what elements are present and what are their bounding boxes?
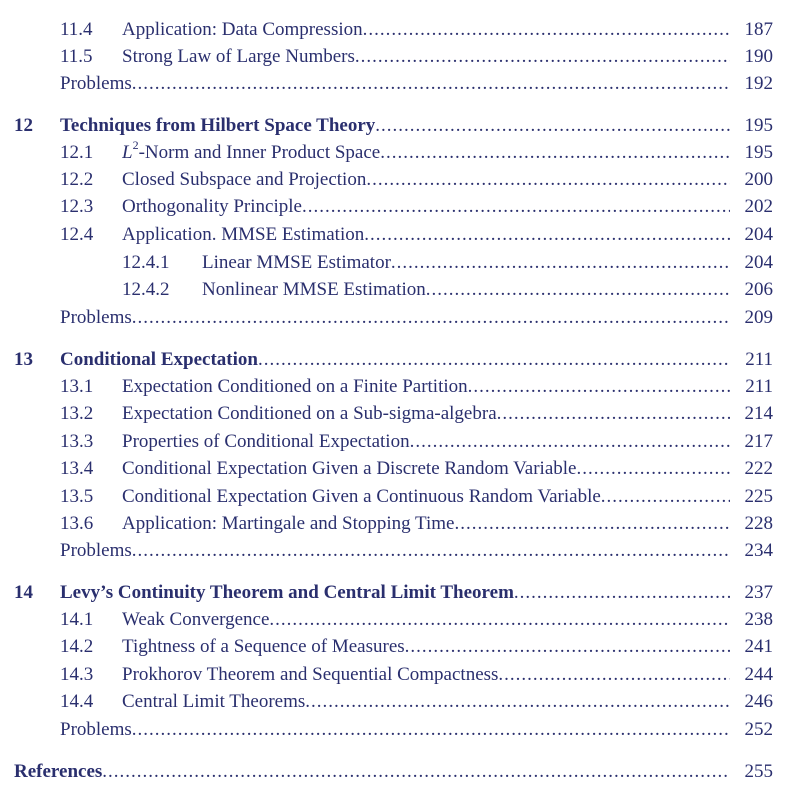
toc-chapter[interactable] [0,579,800,606]
page-number: 222 [744,458,773,479]
page-number: 246 [744,691,773,712]
page-number: 211 [745,376,773,397]
toc-entry[interactable] [0,304,800,331]
section-title: Prokhorov Theorem and Sequential Compactness [122,664,499,685]
page-number: 228 [744,513,773,534]
toc-entry[interactable] [0,43,800,70]
dot-leader [391,249,730,276]
subsection-title: Linear MMSE Estimator [202,252,391,273]
page-number: 241 [744,636,773,657]
section-number: 13.2 [60,403,94,424]
toc-entry[interactable] [0,606,800,633]
dot-leader [305,688,730,715]
dot-leader [514,579,730,606]
subsection-title: Nonlinear MMSE Estimation [202,279,426,300]
dot-leader [364,221,730,248]
dot-leader [355,43,730,70]
dot-leader [601,483,730,510]
page-number: 225 [744,486,773,507]
subsection-number: 12.4.2 [122,279,170,300]
toc-references[interactable] [0,758,800,785]
toc-entry[interactable] [0,166,800,193]
section-title: Properties of Conditional Expectation [122,431,410,452]
dot-leader [366,166,730,193]
toc-entry[interactable] [0,633,800,660]
toc-entry[interactable] [0,688,800,715]
page-number: 255 [744,761,773,782]
dot-leader [132,537,730,564]
dot-leader [302,193,730,220]
page-number: 187 [744,19,773,40]
problems-title: Problems [60,540,132,561]
section-number: 12.2 [60,169,94,190]
page-number: 238 [744,609,773,630]
section-number: 12.4 [60,224,94,245]
chapter-title: Levy’s Continuity Theorem and Central Limit Theorem [60,582,514,603]
toc-entry[interactable] [0,537,800,564]
page-number: 214 [744,403,773,424]
page-number: 237 [744,582,773,603]
section-number: 12.1 [60,142,94,163]
section-title: Expectation Conditioned on a Finite Partition [122,376,468,397]
subsection-number: 12.4.1 [122,252,170,273]
references-title: References [14,761,103,782]
section-number: 13.5 [60,486,94,507]
toc-entry[interactable] [0,139,800,166]
page-number: 190 [744,46,773,67]
toc-entry[interactable] [0,428,800,455]
section-title: Conditional Expectation Given a Continuous Random Variable [122,486,601,507]
toc-chapter[interactable] [0,112,800,139]
toc-entry[interactable] [0,70,800,97]
page-number: 195 [744,142,773,163]
dot-leader [426,276,730,303]
page-number: 202 [744,196,773,217]
page-number: 206 [744,279,773,300]
page-number: 195 [744,115,773,136]
toc-entry[interactable] [0,510,800,537]
problems-title: Problems [60,719,132,740]
chapter-number: 12 [14,115,33,136]
dot-leader [497,400,730,427]
section-number: 13.3 [60,431,94,452]
toc-entry[interactable] [0,373,800,400]
toc-entry[interactable] [0,221,800,248]
section-number: 11.4 [60,19,93,40]
chapter-title: Conditional Expectation [60,349,258,370]
page-number: 204 [744,224,773,245]
toc-entry[interactable] [0,193,800,220]
page-number: 192 [744,73,773,94]
dot-leader [132,304,730,331]
chapter-title: Techniques from Hilbert Space Theory [60,115,376,136]
section-number: 14.3 [60,664,94,685]
toc-entry[interactable] [0,16,800,43]
toc-entry[interactable] [0,276,800,303]
dot-leader [132,70,730,97]
page-number: 200 [744,169,773,190]
section-title: Expectation Conditioned on a Sub-sigma-algebra [122,403,497,424]
section-title: Weak Convergence [122,609,270,630]
page-number: 204 [744,252,773,273]
section-title: Conditional Expectation Given a Discrete Random Variable [122,458,577,479]
problems-title: Problems [60,73,132,94]
page-number: 252 [744,719,773,740]
section-title: Application: Data Compression [122,19,363,40]
chapter-number: 13 [14,349,33,370]
toc-entry[interactable] [0,455,800,482]
dot-leader [363,16,730,43]
dot-leader [258,346,730,373]
section-title: $L^2$-Norm and Inner Product Space [122,139,381,163]
dot-leader [102,758,730,785]
problems-title: Problems [60,307,132,328]
toc-entry[interactable] [0,483,800,510]
dot-leader [405,633,730,660]
page-number: 211 [745,349,773,370]
page-number: 244 [744,664,773,685]
section-number: 13.4 [60,458,94,479]
toc-entry[interactable] [0,249,800,276]
page-number: 209 [744,307,773,328]
dot-leader [132,716,730,743]
toc-entry[interactable] [0,716,800,743]
toc-entry[interactable] [0,400,800,427]
section-title: Central Limit Theorems [122,691,306,712]
dot-leader [576,455,730,482]
section-title: Application: Martingale and Stopping Time [122,513,455,534]
dot-leader [410,428,730,455]
section-number: 11.5 [60,46,93,67]
section-number: 13.1 [60,376,94,397]
section-title: Closed Subspace and Projection [122,169,367,190]
dot-leader [375,112,730,139]
toc-entry[interactable] [0,661,800,688]
dot-leader [380,139,730,166]
section-title: Strong Law of Large Numbers [122,46,355,67]
dot-leader [468,373,730,400]
section-number: 14.1 [60,609,94,630]
dot-leader [269,606,730,633]
page-number: 217 [744,431,773,452]
chapter-number: 14 [14,582,33,603]
section-number: 12.3 [60,196,94,217]
section-number: 13.6 [60,513,94,534]
section-title: Tightness of a Sequence of Measures [122,636,405,657]
section-title: Application. MMSE Estimation [122,224,365,245]
section-number: 14.2 [60,636,94,657]
section-number: 14.4 [60,691,94,712]
dot-leader [498,661,730,688]
page-number: 234 [744,540,773,561]
section-title: Orthogonality Principle [122,196,302,217]
toc-chapter[interactable] [0,346,800,373]
dot-leader [454,510,730,537]
